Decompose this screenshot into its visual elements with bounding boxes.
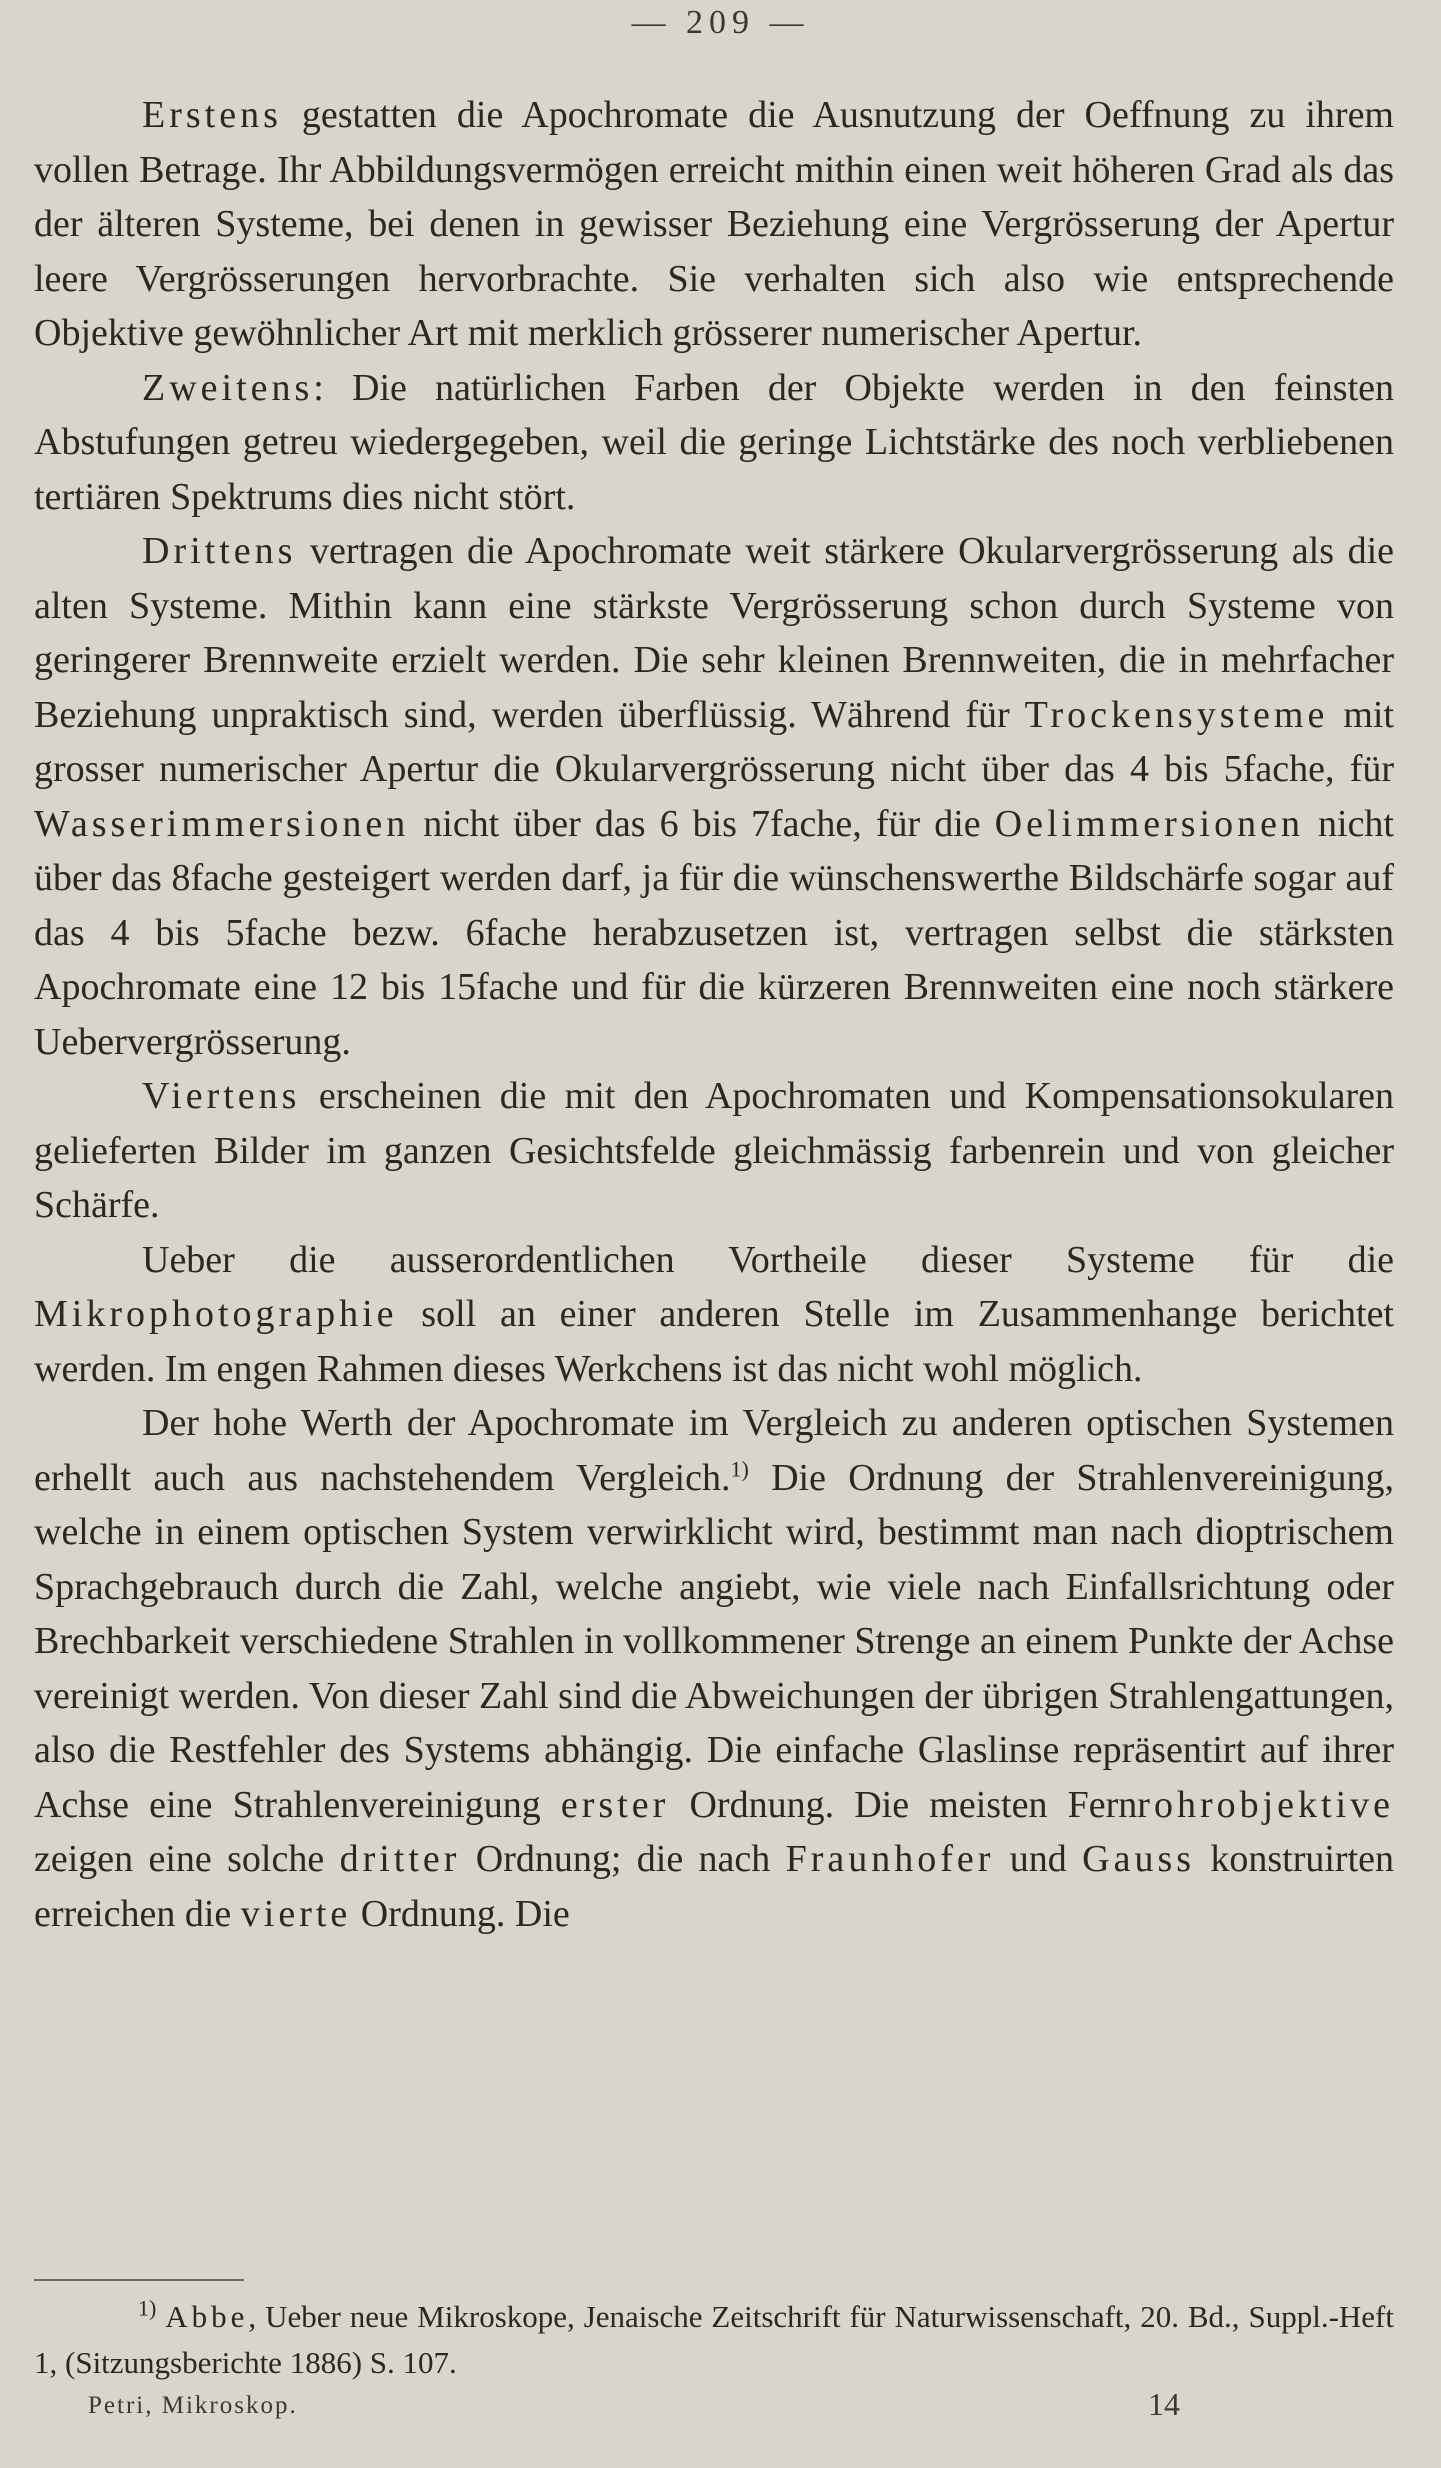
paragraph-text: soll an einer anderen Stelle im Zusammenhange berichtet werden. Im engen Rahmen dieses Werkchens ist das nicht wohl möglich. <box>34 1293 1394 1390</box>
footnote-author: Abbe <box>165 2299 249 2334</box>
lead-word: Erstens <box>142 94 282 136</box>
paragraph-text: Ueber die ausserordentlichen Vortheile dieser Systeme für die <box>142 1238 1394 1281</box>
paragraph-erstens <box>34 88 1394 361</box>
emphasis: vierte <box>240 1892 352 1935</box>
paragraph-text: Der hohe Werth der Apochromate im Vergleich zu anderen optischen Systemen erhellt auch aus nachstehendem Vergleich. <box>34 1402 1394 1499</box>
signature-number: 14 <box>1148 2386 1180 2422</box>
paragraph-text: erscheinen die mit den Apochromaten und Kompensationsokularen gelieferten Bilder im ganzen Gesichtsfelde gleichmässig farbenrein und von gleicher Schärfe. <box>34 1075 1394 1226</box>
emphasis: Wasserimmersionen <box>34 802 410 845</box>
footnote-citation: , Ueber neue Mikroskope, Jenaische Zeitschrift für Naturwissenschaft, 20. Bd., Suppl.-Heft 1, (Sitzungsberichte 1886) S. 107. <box>34 2299 1394 2380</box>
lead-word: Drittens <box>142 530 297 572</box>
footnote-text <box>34 2294 1394 2386</box>
paragraph-text: Ordnung. Die <box>351 1892 570 1935</box>
paragraph-text: mit grosser numerischer Apertur die Okularvergrösserung nicht über das 4 bis 5fache, für <box>34 693 1394 790</box>
main-text <box>34 88 1394 1941</box>
paragraph-viertens <box>34 1069 1394 1233</box>
footnote-divider <box>34 2279 244 2281</box>
footnote <box>34 2294 1394 2386</box>
footnote-reference[interactable]: 1) <box>730 1455 749 1481</box>
paragraph-text: vertragen die Apochromate weit stärkere Okularvergrösserung als die alten Systeme. Mithin kann eine stärkste Vergrösserung schon durch Systeme von geringerer Brennweite erzielt werden. Die sehr kleinen Brennweiten, die in mehrfacher Beziehung unpraktisch sind, werden überflüssig. Während für <box>34 530 1394 736</box>
printer-signature: Petri, Mikroskop. <box>88 2392 298 2419</box>
paragraph-text: Die Ordnung der Strahlenvereinigung, welche in einem optischen System verwirklicht wird, bestimmt man nach dioptrischem Sprachgebrauch durch die Zahl, welche angiebt, wie viele nach Einfallsrichtung oder Brechbarkeit verschiedene Strahlen in vollkommener Strenge an einem Punkte der Achse vereinigt werden. Von dieser Zahl sind die Abweichungen der übrigen Strahlengattungen, also die Restfehler des Systems abhängig. Die einfache Glaslinse repräsentirt auf ihrer Achse eine Strahlenvereinigung <box>34 1456 1395 1826</box>
paragraph-text: zeigen eine solche <box>34 1838 340 1880</box>
paragraph-text: Ordnung; die nach <box>460 1838 786 1880</box>
paragraph-text: und <box>994 1838 1083 1880</box>
emphasis: rohrobjektive <box>1137 1783 1395 1826</box>
paragraph-apochromate-vergleich <box>34 1396 1394 1941</box>
paragraph-drittens <box>34 524 1394 1069</box>
paragraph-mikrophotographie <box>34 1233 1394 1397</box>
paragraph-text: gestatten die Apochromate die Ausnutzung der Oeffnung zu ihrem vollen Betrage. Ihr Abbildungsvermögen erreicht mithin einen weit höheren Grad als das der älteren Systeme, bei denen in gewisser Beziehung eine Vergrösserung der Apertur leere Vergrösserungen hervorbrachte. Sie verhalten sich also wie entsprechende Objektive gewöhnlicher Art mit merklich grösserer numerischer Apertur. <box>34 94 1394 354</box>
emphasis: dritter <box>339 1838 461 1880</box>
paragraph-text: nicht über das 6 bis 7fache, für die <box>409 802 995 845</box>
emphasis: Mikrophotographie <box>34 1293 398 1335</box>
paragraph-text: konstruirten erreichen die <box>34 1838 1395 1935</box>
paragraph-text: : Die natürlichen Farben der Objekte werden in den feinsten Abstufungen getreu wiedergegeben, weil die geringe Lichtstärke des noch verbliebenen tertiären Spektrums dies nicht stört. <box>34 366 1394 518</box>
lead-word: Viertens <box>142 1075 301 1117</box>
page-number-header: — 209 — <box>631 4 810 41</box>
paragraph-text: Ordnung. Die meisten Fern <box>669 1783 1138 1826</box>
lead-word: Zweitens <box>142 366 314 409</box>
emphasis: erster <box>560 1783 670 1826</box>
emphasis: Trockensysteme <box>1024 693 1329 736</box>
emphasis: Gauss <box>1082 1838 1196 1880</box>
paragraph-text: nicht über das 8fache gesteigert werden darf, ja für die wünschenswerthe Bildschärfe sogar auf das 4 bis 5fache bezw. 6fache herabzusetzen ist, vertragen selbst die stärksten Apochromate eine 12 bis 15fache und für die kürzeren Brennweiten eine noch stärkere Uebervergrösserung. <box>34 802 1394 1063</box>
emphasis: Fraunhofer <box>785 1838 995 1880</box>
emphasis: Oelimmersionen <box>994 802 1304 845</box>
paragraph-zweitens <box>34 361 1394 525</box>
footnote-marker: 1) <box>138 2295 157 2321</box>
